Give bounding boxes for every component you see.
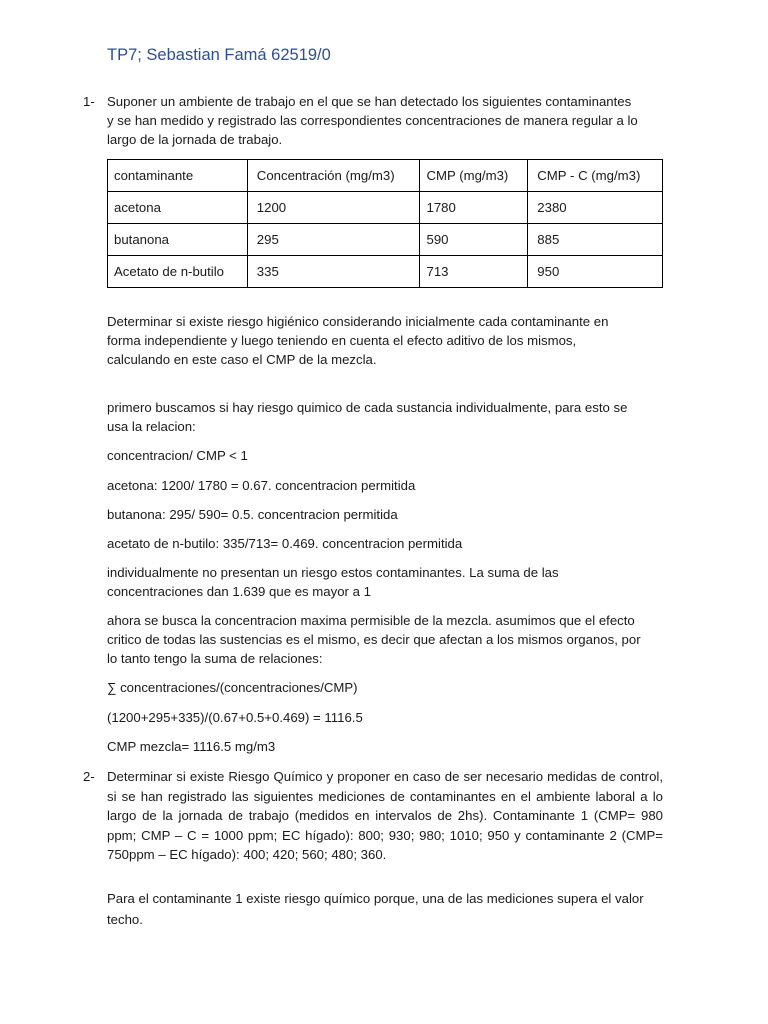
answer-individual: individualmente no presentan un riesgo estos contaminantes. La suma de las	[107, 565, 559, 580]
answer-intro: usa la relacion:	[107, 419, 196, 434]
table-cell: 1780	[420, 192, 528, 224]
answer-mixture: critico de todas las sustencias es el mismo, es decir que afectan a los mismos organos, por	[107, 632, 641, 647]
table-header-cell: contaminante	[108, 160, 248, 192]
answer-result: CMP mezcla= 1116.5 mg/m3	[107, 739, 276, 754]
table-cell: 295	[247, 224, 420, 256]
table-header-cell: CMP - C (mg/m3)	[528, 160, 663, 192]
answer-formula: ∑ concentraciones/(concentraciones/CMP)	[107, 680, 358, 695]
answer-butanona: butanona: 295/ 590= 0.5. concentracion permitida	[107, 507, 398, 522]
answer-acetona: acetona: 1200/ 1780 = 0.67. concentracion permitida	[107, 478, 416, 493]
answer-intro: primero buscamos si hay riesgo quimico de cada sustancia individualmente, para esto se	[107, 400, 628, 415]
question-1-prompt: calculando en este caso el CMP de la mezcla.	[107, 352, 377, 367]
answer-relation: concentracion/ CMP < 1	[107, 448, 248, 463]
question-2-answer: techo.	[107, 912, 143, 927]
table-cell: butanona	[108, 224, 248, 256]
table-row	[108, 224, 663, 256]
table-cell: acetona	[108, 192, 248, 224]
answer-mixture: lo tanto tengo la suma de relaciones:	[107, 651, 323, 666]
table-header-cell: CMP (mg/m3)	[420, 160, 528, 192]
table-cell: 713	[420, 256, 528, 288]
table-cell: 885	[528, 224, 663, 256]
question-1-prompt: forma independiente y luego teniendo en cuenta el efecto aditivo de los mismos,	[107, 333, 577, 348]
table-row	[108, 192, 663, 224]
table-header-row	[108, 160, 663, 192]
table-cell: 335	[247, 256, 420, 288]
table-row	[108, 256, 663, 288]
table-cell: 1200	[247, 192, 420, 224]
question-1-prompt: Determinar si existe riesgo higiénico considerando inicialmente cada contaminante en	[107, 314, 609, 329]
table-cell: Acetato de n-butilo	[108, 256, 248, 288]
answer-acetato: acetato de n-butilo: 335/713= 0.469. concentracion permitida	[107, 536, 463, 551]
question-1-number: 1-	[83, 94, 95, 109]
table-cell: 950	[528, 256, 663, 288]
document-title: TP7; Sebastian Famá 62519/0	[107, 46, 331, 64]
table-cell: 590	[420, 224, 528, 256]
answer-mixture: ahora se busca la concentracion maxima permisible de la mezcla. asumimos que el efecto	[107, 613, 635, 628]
question-1-line: Suponer un ambiente de trabajo en el que se han detectado los siguientes contaminantes	[107, 94, 632, 109]
question-2-number: 2-	[83, 769, 95, 784]
answer-individual: concentraciones dan 1.639 que es mayor a 1	[107, 584, 371, 599]
question-1-line: y se han medido y registrado las correspondientes concentraciones de manera regular a lo	[107, 113, 638, 128]
contaminants-table	[107, 159, 663, 288]
question-2-text: Determinar si existe Riesgo Químico y proponer en caso de ser necesario medidas de control, si se han registrado las siguientes mediciones de contaminantes en el ambiente laboral a lo largo de la jornada de trabajo (medidos en intervalos de 2hs). Contaminante 1 (CMP= 980 ppm; CMP – C = 1000 ppm; EC hígado): 800; 930; 980; 1010; 950 y contaminante 2 (CMP= 750ppm – EC hígado): 400; 420; 560; 480; 360.	[107, 769, 663, 862]
answer-calculation: (1200+295+335)/(0.67+0.5+0.469) = 1116.5	[107, 710, 363, 725]
question-1-line: largo de la jornada de trabajo.	[107, 132, 283, 147]
table-header-cell: Concentración (mg/m3)	[247, 160, 420, 192]
question-2-answer: Para el contaminante 1 existe riesgo químico porque, una de las mediciones supera el valor	[107, 891, 644, 906]
table-cell: 2380	[528, 192, 663, 224]
